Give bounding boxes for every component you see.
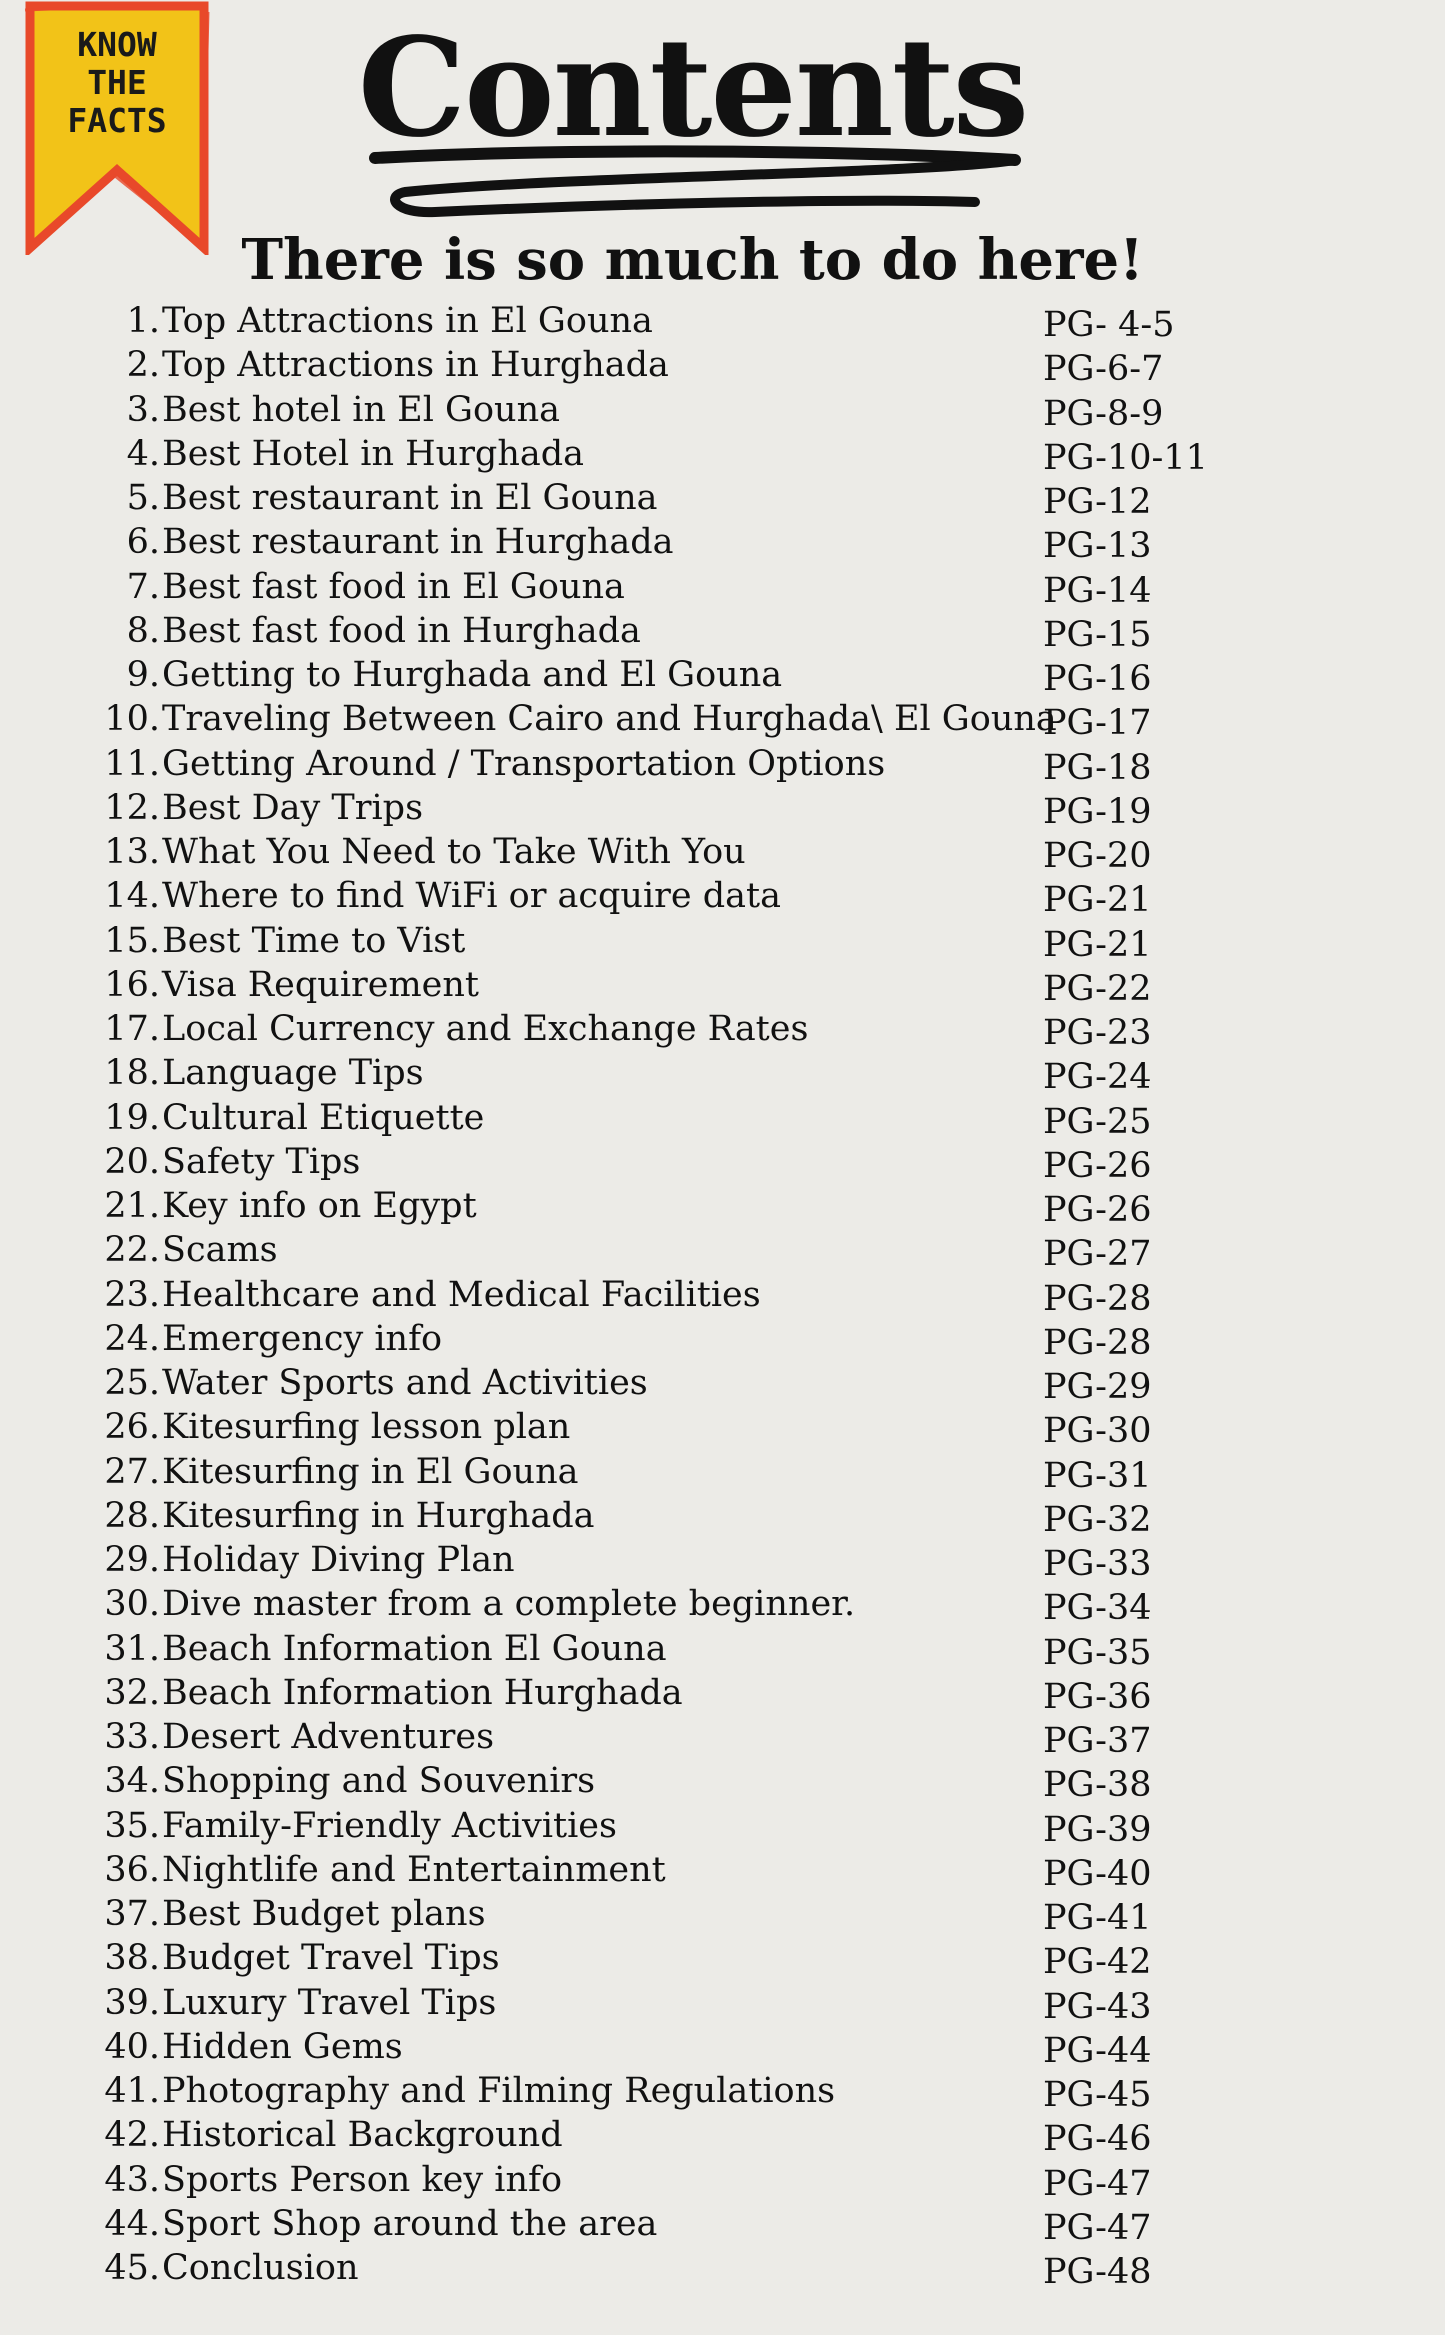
toc-entry-number: 44. (104, 2203, 160, 2244)
badge-line-facts: FACTS (67, 101, 167, 140)
toc-entry-title: Top Attractions in Hurghada (162, 345, 669, 386)
toc-entry-title: Best fast food in Hurghada (162, 610, 641, 651)
toc-entry[interactable] (0, 1361, 1445, 1405)
toc-entry-number: 6. (126, 522, 160, 563)
toc-entry-number: 13. (104, 832, 160, 872)
toc-entry-page: PG-13 (1043, 526, 1152, 567)
toc-entry-number: 39. (104, 1982, 160, 2023)
toc-entry-title: Best Hotel in Hurghada (162, 433, 585, 474)
toc-entry-number: 21. (104, 1186, 160, 1226)
toc-entry-page: PG-21 (1043, 924, 1152, 965)
toc-entry-page: PG-40 (1043, 1853, 1152, 1894)
toc-entry[interactable] (0, 1405, 1445, 1452)
toc-entry-number: 43. (104, 2159, 160, 2200)
toc-entry[interactable] (0, 1273, 1445, 1317)
toc-entry-page: PG-42 (1043, 1942, 1152, 1983)
toc-entry-page: PG-16 (1043, 659, 1152, 699)
toc-entry[interactable] (0, 1848, 1445, 1892)
toc-entry[interactable] (0, 653, 1445, 697)
toc-entry-number: 7. (126, 566, 160, 607)
toc-entry-number: 35. (104, 1805, 160, 1846)
toc-entry-page: PG-44 (1043, 2030, 1152, 2071)
toc-entry[interactable] (0, 1184, 1445, 1228)
toc-entry-number: 27. (104, 1451, 160, 1492)
toc-entry[interactable] (0, 1715, 1445, 1759)
toc-entry-title: Luxury Travel Tips (162, 1982, 497, 2023)
toc-entry-title: Desert Adventures (162, 1717, 495, 1757)
toc-entry[interactable] (0, 520, 1445, 567)
toc-entry-number: 20. (104, 1141, 160, 1182)
toc-entry-title: Kitesurfing lesson plan (162, 1407, 571, 1448)
toc-entry[interactable] (0, 476, 1445, 520)
toc-entry-page: PG-31 (1043, 1455, 1152, 1496)
toc-entry-title: Safety Tips (162, 1141, 361, 1182)
toc-entry-page: PG-26 (1043, 1145, 1152, 1186)
toc-entry[interactable] (0, 1051, 1445, 1098)
toc-entry[interactable] (0, 1804, 1445, 1848)
page-title: Contents (357, 8, 1028, 168)
toc-entry-title: Getting to Hurghada and El Gouna (162, 655, 783, 695)
toc-entry-title: Water Sports and Activities (162, 1363, 648, 1403)
toc-entry-number: 32. (104, 1672, 160, 1713)
toc-entry-page: PG-18 (1043, 747, 1152, 788)
toc-entry-title: Dive master from a complete beginner. (162, 1584, 856, 1625)
toc-entry-page: PG-43 (1043, 1986, 1152, 2027)
badge-line-the: THE (87, 63, 147, 102)
toc-entry-page: PG-25 (1043, 1101, 1152, 1142)
toc-entry-page: PG-10-11 (1043, 437, 1208, 478)
toc-entry-page: PG-23 (1043, 1013, 1152, 1053)
toc-entry[interactable] (0, 1494, 1445, 1538)
toc-entry[interactable] (0, 1317, 1445, 1361)
toc-entry-title: Scams (162, 1230, 278, 1271)
toc-entry[interactable] (0, 2158, 1445, 2202)
toc-entry-page: PG- 4-5 (1043, 305, 1175, 345)
toc-entry-title: Best hotel in El Gouna (162, 389, 561, 430)
toc-entry[interactable] (0, 963, 1445, 1007)
toc-entry-number: 34. (104, 1761, 160, 1802)
toc-entry-page: PG-47 (1043, 2207, 1152, 2248)
toc-entry-title: Emergency info (162, 1318, 443, 1359)
toc-entry[interactable] (0, 609, 1445, 653)
toc-entry-number: 12. (104, 787, 160, 828)
toc-entry-title: Historical Background (162, 2115, 563, 2156)
toc-entry[interactable] (0, 2069, 1445, 2113)
toc-entry[interactable] (0, 1627, 1445, 1671)
toc-entry-page: PG-39 (1043, 1809, 1152, 1850)
toc-entry-number: 31. (104, 1628, 160, 1669)
page-subtitle: There is so much to do here! (241, 227, 1144, 293)
toc-entry[interactable] (0, 343, 1445, 390)
toc-entry[interactable] (0, 1450, 1445, 1494)
toc-entry-title: Family-Friendly Activities (162, 1805, 617, 1846)
toc-entry-number: 18. (104, 1053, 160, 1094)
toc-entry-title: Healthcare and Medical Facilities (162, 1274, 761, 1315)
toc-entry-number: 3. (126, 389, 160, 430)
toc-entry-title: Best Budget plans (162, 1894, 486, 1934)
toc-entry[interactable] (0, 1759, 1445, 1806)
toc-entry[interactable] (0, 874, 1445, 921)
toc-entry[interactable] (0, 299, 1445, 343)
toc-entry-title: Budget Travel Tips (162, 1938, 500, 1979)
toc-entry-number: 2. (126, 345, 160, 386)
toc-entry-number: 9. (126, 655, 160, 695)
toc-entry[interactable] (0, 1582, 1445, 1629)
toc-entry-number: 30. (104, 1584, 160, 1625)
toc-entry-page: PG-20 (1043, 836, 1152, 876)
toc-entry[interactable] (0, 2202, 1445, 2246)
toc-entry-title: Best fast food in El Gouna (162, 566, 625, 607)
toc-entry-page: PG-24 (1043, 1057, 1152, 1098)
toc-entry[interactable] (0, 786, 1445, 830)
toc-entry-page: PG-28 (1043, 1322, 1152, 1363)
toc-entry[interactable] (0, 565, 1445, 609)
toc-entry-title: Local Currency and Exchange Rates (162, 1009, 809, 1049)
toc-entry[interactable] (0, 432, 1445, 476)
toc-entry-page: PG-32 (1043, 1499, 1152, 1540)
toc-entry-page: PG-21 (1043, 880, 1152, 921)
toc-entry-title: Best restaurant in Hurghada (162, 522, 674, 563)
toc-entry-number: 24. (104, 1318, 160, 1359)
toc-entry-title: Best Day Trips (162, 787, 424, 828)
toc-entry-title: Best restaurant in El Gouna (162, 478, 658, 518)
toc-entry-number: 22. (104, 1230, 160, 1271)
toc-entry-number: 33. (104, 1717, 160, 1757)
toc-entry-title: Holiday Diving Plan (162, 1540, 515, 1580)
toc-entry-title: Kitesurfing in Hurghada (162, 1495, 595, 1536)
toc-entry-page: PG-28 (1043, 1278, 1152, 1319)
toc-entry-number: 41. (104, 2071, 160, 2111)
toc-entry-number: 38. (104, 1938, 160, 1979)
toc-entry[interactable] (0, 1936, 1445, 1983)
toc-entry-title: Beach Information El Gouna (162, 1628, 667, 1669)
toc-entry-number: 42. (104, 2115, 160, 2156)
toc-entry-page: PG-41 (1043, 1898, 1152, 1938)
toc-entry-page: PG-45 (1043, 2075, 1152, 2115)
toc-entry-page: PG-14 (1043, 570, 1152, 611)
toc-entry-title: What You Need to Take With You (162, 832, 746, 872)
toc-entry[interactable] (0, 1892, 1445, 1936)
toc-entry-number: 25. (104, 1363, 160, 1403)
toc-entry-number: 19. (104, 1097, 160, 1138)
title-underline-swoosh (365, 140, 1025, 230)
toc-entry-title: Language Tips (162, 1053, 424, 1094)
toc-entry-number: 16. (104, 964, 160, 1005)
toc-entry-page: PG-46 (1043, 2119, 1152, 2160)
toc-entry-page: PG-26 (1043, 1190, 1152, 1230)
toc-entry-number: 14. (104, 876, 160, 917)
toc-entry-title: Kitesurfing in El Gouna (162, 1451, 579, 1492)
toc-entry-title: Traveling Between Cairo and Hurghada\ El Gouna (162, 699, 1057, 740)
toc-entry[interactable] (0, 2246, 1445, 2290)
toc-entry-number: 17. (104, 1009, 160, 1049)
toc-entry-page: PG-29 (1043, 1367, 1152, 1407)
table-of-contents (0, 299, 1445, 2290)
toc-entry-page: PG-47 (1043, 2163, 1152, 2204)
toc-entry-page: PG-6-7 (1043, 349, 1164, 390)
toc-entry-number: 29. (104, 1540, 160, 1580)
toc-entry-title: Sports Person key info (162, 2159, 563, 2200)
toc-entry-number: 4. (126, 433, 160, 474)
toc-entry[interactable] (0, 1981, 1445, 2025)
toc-entry-title: Key info on Egypt (162, 1186, 477, 1226)
toc-entry-title: Photography and Filming Regulations (162, 2071, 836, 2111)
toc-entry-number: 26. (104, 1407, 160, 1448)
toc-entry[interactable] (0, 1228, 1445, 1275)
toc-entry-title: Beach Information Hurghada (162, 1672, 683, 1713)
toc-entry[interactable] (0, 830, 1445, 874)
toc-entry[interactable] (0, 1671, 1445, 1715)
toc-entry[interactable] (0, 697, 1445, 744)
toc-entry-page: PG-19 (1043, 791, 1152, 832)
toc-entry-page: PG-15 (1043, 614, 1152, 655)
toc-entry-title: Shopping and Souvenirs (162, 1761, 596, 1802)
toc-entry-number: 5. (126, 478, 160, 518)
toc-entry-number: 37. (104, 1894, 160, 1934)
toc-entry-number: 45. (104, 2248, 160, 2288)
toc-entry-title: Conclusion (162, 2248, 359, 2288)
toc-entry[interactable] (0, 2113, 1445, 2160)
toc-entry-number: 11. (104, 743, 160, 784)
toc-entry-page: PG-33 (1043, 1544, 1152, 1584)
toc-entry-page: PG-48 (1043, 2252, 1152, 2292)
toc-entry-page: PG-30 (1043, 1411, 1152, 1452)
toc-entry-page: PG-35 (1043, 1632, 1152, 1673)
toc-entry[interactable] (0, 742, 1445, 786)
toc-entry[interactable] (0, 388, 1445, 432)
toc-entry-page: PG-34 (1043, 1588, 1152, 1629)
toc-entry[interactable] (0, 919, 1445, 963)
toc-entry-number: 23. (104, 1274, 160, 1315)
toc-entry-title: Hidden Gems (162, 2026, 403, 2067)
toc-entry-number: 1. (126, 301, 160, 341)
toc-entry-title: Sport Shop around the area (162, 2203, 658, 2244)
toc-entry-number: 15. (104, 920, 160, 961)
toc-entry-page: PG-8-9 (1043, 393, 1164, 434)
toc-entry[interactable] (0, 2025, 1445, 2069)
toc-entry-number: 10. (104, 699, 160, 740)
toc-entry-number: 28. (104, 1495, 160, 1536)
toc-entry-title: Visa Requirement (162, 964, 479, 1005)
toc-entry-page: PG-17 (1043, 703, 1152, 744)
toc-entry-page: PG-37 (1043, 1721, 1152, 1761)
toc-entry-title: Nightlife and Entertainment (162, 1849, 666, 1890)
toc-entry[interactable] (0, 1007, 1445, 1051)
toc-entry-title: Getting Around / Transportation Options (162, 743, 886, 784)
toc-entry-title: Best Time to Vist (162, 920, 466, 961)
toc-entry-number: 36. (104, 1849, 160, 1890)
toc-entry[interactable] (0, 1096, 1445, 1140)
toc-entry-page: PG-38 (1043, 1765, 1152, 1806)
toc-entry-page: PG-27 (1043, 1234, 1152, 1275)
toc-entry-title: Cultural Etiquette (162, 1097, 485, 1138)
toc-entry-number: 40. (104, 2026, 160, 2067)
badge-line-know: KNOW (77, 25, 157, 64)
toc-entry-page: PG-22 (1043, 968, 1152, 1009)
toc-entry-title: Where to find WiFi or acquire data (162, 876, 781, 917)
toc-entry-title: Top Attractions in El Gouna (162, 301, 653, 341)
toc-entry-page: PG-12 (1043, 482, 1152, 522)
toc-entry-page: PG-36 (1043, 1676, 1152, 1717)
toc-entry[interactable] (0, 1538, 1445, 1582)
toc-entry[interactable] (0, 1140, 1445, 1184)
toc-entry-number: 8. (126, 610, 160, 651)
